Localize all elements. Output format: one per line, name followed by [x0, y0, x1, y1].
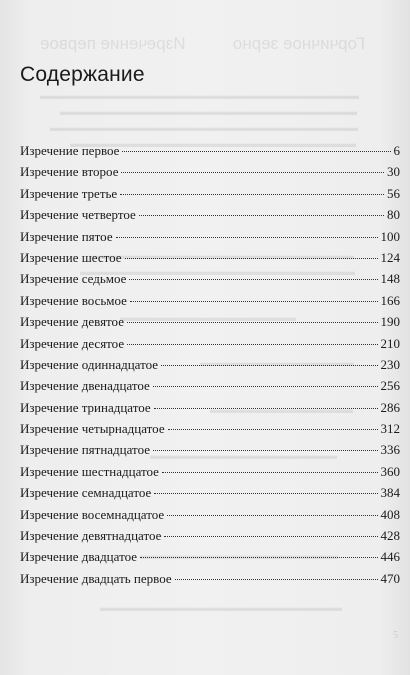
toc-entry: [20, 571, 400, 592]
toc-entry: [20, 507, 400, 528]
toc-entry-page: 6: [393, 143, 400, 158]
show-through-page-number: 5: [393, 630, 398, 641]
toc-dot-leader: [139, 215, 384, 216]
show-through-text: ▬▬▬▬▬▬▬▬▬▬▬▬▬▬▬▬▬▬▬▬▬▬▬▬▬: [80, 266, 355, 278]
toc-entry: [20, 250, 400, 271]
toc-entry-page: 312: [380, 421, 400, 437]
toc-entry-title: Изречение седьмое: [20, 271, 127, 287]
toc-entry-page: 100: [380, 228, 400, 244]
toc-entry-title: Изречение пятое: [20, 228, 113, 244]
toc-entry: [20, 549, 400, 570]
toc-entry-page: 210: [380, 335, 400, 351]
toc-entry-title: Изречение восьмое: [20, 292, 127, 308]
toc-entry-page: 470: [380, 570, 400, 586]
toc-entry-title: Изречение четырнадцатое: [20, 421, 165, 437]
show-through-text: ▬▬▬▬▬▬▬▬▬▬▬▬▬▬▬▬▬: [150, 450, 337, 462]
show-through-text: ▬▬▬▬▬▬▬▬▬▬▬▬▬: [210, 404, 353, 416]
toc-entry-title: Изречение восемнадцатое: [20, 506, 165, 522]
show-through-text: ▬▬▬▬▬▬▬▬▬▬▬▬▬▬▬▬▬▬▬▬▬▬▬▬▬▬▬▬: [50, 122, 358, 134]
toc-entry-title: Изречение десятое: [20, 335, 125, 351]
toc-dot-leader: [164, 536, 377, 537]
toc-dot-leader: [140, 557, 377, 558]
toc-entry: [20, 400, 400, 421]
toc-entry-page: 190: [380, 314, 400, 330]
toc-dot-leader: [116, 237, 378, 238]
toc-dot-leader: [162, 472, 378, 473]
toc-dot-leader: [127, 322, 378, 323]
toc-entry: [20, 143, 400, 164]
toc-entry-page: 148: [380, 271, 400, 287]
toc-entry: [20, 207, 400, 228]
toc-entry-page: 80: [387, 207, 400, 223]
toc-dot-leader: [175, 579, 378, 580]
toc-dot-leader: [130, 301, 378, 302]
toc-entry: [20, 271, 400, 292]
toc-entry: [20, 421, 400, 442]
toc-entry-title: Изречение девятое: [20, 314, 124, 330]
toc-entry-title: Изречение пятнадцатое: [20, 442, 150, 458]
toc-entry-page: 408: [380, 506, 400, 522]
toc-entry: [20, 378, 400, 399]
toc-entry-title: Изречение одиннадцатое: [20, 356, 159, 372]
show-through-text: ▬▬▬▬▬▬▬▬▬▬▬▬▬▬▬▬▬▬▬▬▬▬▬▬▬▬▬▬▬: [40, 90, 359, 102]
toc-entry-page: 124: [380, 249, 400, 265]
toc-entry-page: 428: [380, 528, 400, 544]
toc-entry-title: Изречение двадцать первое: [20, 570, 172, 586]
toc-entry: [20, 464, 400, 485]
toc-entry-title: Изречение первое: [20, 143, 120, 158]
toc-dot-leader: [153, 450, 378, 451]
toc-entry-page: 360: [380, 463, 400, 479]
toc-entry: [20, 229, 400, 250]
toc-entry: [20, 186, 400, 207]
toc-entry: [20, 314, 400, 335]
toc-entry-page: 256: [380, 378, 400, 394]
toc-dot-leader: [120, 194, 384, 195]
toc-entry-title: Изречение семнадцатое: [20, 485, 152, 501]
toc-dot-leader: [154, 493, 377, 494]
toc-entry: [20, 485, 400, 506]
toc-dot-leader: [127, 344, 377, 345]
toc-entry-page: 336: [380, 442, 400, 458]
toc-dot-leader: [161, 365, 377, 366]
toc-entry-page: 56: [387, 185, 400, 201]
page-title: Содержание: [20, 63, 145, 86]
toc-dot-leader: [129, 279, 377, 280]
toc-entry-title: Изречение четвертое: [20, 207, 136, 223]
toc-entry-page: 286: [380, 399, 400, 415]
toc-entry-title: Изречение шестнадцатое: [20, 463, 159, 479]
show-through-text: ▬▬▬▬▬▬▬▬▬▬▬▬▬▬▬▬▬▬: [140, 550, 338, 562]
toc-entry-page: 384: [380, 485, 400, 501]
toc-dot-leader: [167, 515, 377, 516]
toc-entry-page: 166: [380, 292, 400, 308]
toc-entry: [20, 336, 400, 357]
toc-entry-page: 230: [380, 356, 400, 372]
toc-dot-leader: [122, 151, 390, 152]
toc-entry-title: Изречение второе: [20, 164, 119, 180]
table-of-contents: [20, 143, 400, 592]
toc-entry-title: Изречение двадцатое: [20, 549, 138, 565]
show-through-text: ▬▬▬▬▬▬▬▬▬▬▬▬▬▬▬▬▬▬▬▬▬▬▬▬▬▬▬: [60, 106, 357, 118]
toc-dot-leader: [154, 408, 378, 409]
toc-entry-page: 30: [387, 164, 400, 180]
show-through-text: ▬▬▬▬▬▬▬▬▬▬▬▬▬▬▬▬▬▬▬▬▬▬▬▬: [90, 250, 354, 262]
toc-entry: [20, 442, 400, 463]
toc-dot-leader: [153, 386, 378, 387]
show-through-text: ▬▬▬▬▬▬▬▬▬▬▬▬▬▬▬▬: [120, 312, 296, 324]
toc-entry-title: Изречение третье: [20, 185, 118, 201]
toc-entry: [20, 164, 400, 185]
toc-entry-title: Изречение шестое: [20, 249, 122, 265]
toc-dot-leader: [168, 429, 378, 430]
toc-entry: [20, 528, 400, 549]
toc-entry: [20, 357, 400, 378]
toc-entry-title: Изречение девятнадцатое: [20, 528, 162, 544]
toc-entry-title: Изречение двенадцатое: [20, 378, 150, 394]
show-through-title: Горчичное зерно Изречение первое: [40, 34, 366, 53]
toc-dot-leader: [121, 172, 384, 173]
toc-dot-leader: [125, 258, 378, 259]
toc-entry-title: Изречение тринадцатое: [20, 399, 151, 415]
show-through-text: ▬▬▬▬▬▬▬▬▬▬▬▬▬▬▬▬▬▬▬▬▬▬▬▬▬▬: [70, 138, 356, 150]
toc-entry-page: 446: [380, 549, 400, 565]
show-through-text: ▬▬▬▬▬▬▬▬▬▬▬▬▬▬▬▬▬▬▬▬▬▬: [100, 602, 342, 614]
toc-entry: [20, 293, 400, 314]
show-through-text: ▬▬▬▬▬▬▬▬▬▬▬▬▬▬: [200, 357, 354, 369]
